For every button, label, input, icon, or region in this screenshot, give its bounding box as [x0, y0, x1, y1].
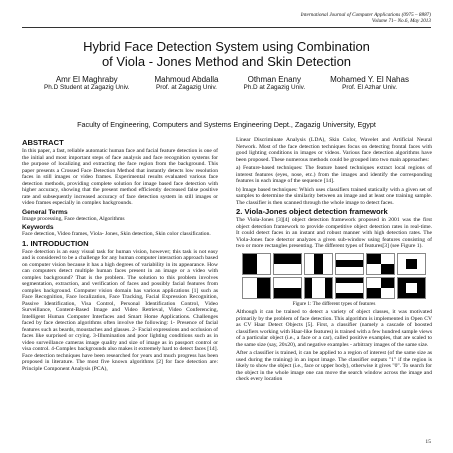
journal-name: International Journal of Computer Applications (0975 – 8887) — [300, 12, 431, 18]
haar-feature-edge-vertical-2 — [242, 277, 271, 299]
haar-feature-diagonal — [366, 253, 395, 275]
paper-title — [40, 39, 413, 69]
section-2-heading: 2. Viola-Jones object detection framework — [236, 207, 388, 216]
general-terms-text: Image processing, Face detection, Algorithms — [22, 215, 125, 222]
author-name: Amr El Maghraby — [55, 75, 118, 84]
author-affiliation: Ph.D at Zagazig Univ. — [243, 84, 306, 91]
haar-feature-diagonal-2 — [366, 277, 395, 299]
author-name: Othman Enany — [247, 75, 301, 84]
haar-feature-line-vertical — [304, 253, 333, 275]
paragraph: a) Feature-based techniques: The feature based techniques extract local regions of interest features (eyes, nose, etc.) from the images and identify the corresponding features in each image of the sequence [14]. — [236, 165, 432, 184]
author-name: Mohamed Y. El Nahas — [330, 75, 409, 84]
header-rule — [22, 27, 431, 28]
section-2-text: The Viola-Jones [3][4] object detection framework proposed in 2001 was the first object detection framework to provide competitive object detection rates in real-time. It could detect faces in an instant and robust manner with high detection rates. The Viola-Jones face detector analyzes a given sub-window using features consisting of two or more rectangles presenting. The different types of features[3] (see Figure 1). — [236, 217, 432, 249]
journal-header — [301, 12, 431, 25]
author-affiliation: Ph.D Student at Zagazig Univ. — [44, 84, 130, 91]
author-list — [44, 75, 409, 92]
general-terms-heading: General Terms — [22, 208, 68, 216]
haar-features-figure — [242, 253, 426, 299]
haar-feature-line-vertical-2 — [304, 277, 333, 299]
abstract-heading: ABSTRACT — [22, 138, 64, 147]
keywords-text: Face detection, Video frames, Viola- Jones, Skin detection, Skin color classification. — [22, 231, 211, 237]
figure-caption: Figure 1: The different types of features — [292, 300, 376, 307]
paragraph: b) Image based techniques: Which uses classifiers trained statically with a given set of samples to determine the similarity between an image and at least one training sample. The classifier is then scanned through the whole image to detect faces. — [236, 186, 432, 206]
introduction-heading: 1. INTRODUCTION — [22, 238, 89, 248]
author-3 — [243, 75, 305, 92]
haar-feature-line-horizontal — [335, 253, 364, 275]
title-line-1: Hybrid Face Detection System using Combination — [83, 39, 370, 54]
author-2 — [154, 75, 218, 92]
paragraph: Linear Discriminate Analysis (LDA), Skin Color, Wavelet and Artificial Neural Network. Most of the face detection techniques focus on detecting frontal faces with good lighting conditions in images or videos. Various face detection algorithms have been proposed. These numerous methods could be grouped into two main approaches: — [236, 137, 432, 163]
title-line-2: of Viola - Jones Method and Skin Detection — [101, 54, 352, 69]
journal-volume: Volume 71– No.6, May 2013 — [371, 18, 431, 25]
author-affiliation: Prof. El Azhar Univ. — [342, 84, 397, 91]
haar-feature-edge-vertical — [242, 253, 271, 275]
author-affiliation: Prof. at Zagazig Univ. — [155, 84, 217, 91]
paragraph: Although it can be trained to detect a variety of object classes, it was motivated primarily by the problem of face detection. This algorithm is implemented in Open CV as CV Haar Detect Objects [5]. First, a classifier (namely a cascade of boosted classifiers working with Haar-like features) is trained with a few hundred sample views of a particular object (i.e., a face or a car), called positive examples, that are scaled to the same size (say, 20x20), and negative examples - arbitrary images of the same size. — [236, 309, 432, 348]
left-column — [22, 137, 218, 374]
page-number: 15 — [425, 439, 431, 445]
author-name: Mahmoud Abdalla — [154, 75, 219, 84]
author-4 — [330, 75, 409, 92]
haar-feature-center — [397, 253, 426, 275]
right-column — [236, 137, 432, 385]
paragraph: After a classifier is trained, it can be applied to a region of interest (of the same size as used during the training) in an input image. The classifier outputs "1" if the region is likely to show the object (i.e., face or upper body), otherwise it gives "0". To search for the object in the whole image one can move the search window across the image and check every location — [236, 350, 432, 382]
haar-feature-line-horizontal-2 — [335, 277, 364, 299]
haar-feature-center-2 — [397, 277, 426, 299]
haar-feature-edge-horizontal-2 — [273, 277, 302, 299]
haar-feature-edge-horizontal — [273, 253, 302, 275]
keywords-heading: Keywords — [22, 224, 54, 231]
abstract-text: In this paper, a fast, reliable automatic human face and facial feature detection is one of the initial and most important steps of face analysis and face recognition systems for the purpose of localizing and extracting the face region from the background. This paper presents a Crossed Face Detection Method that instantly detects low resolution faces in still images or video frames. Experimental results evaluated various face detection methods, providing complete solution for image based face detection with higher accuracy, showing that the present method efficiently decreased false positive rate and subsequently increased accuracy of face detection system in still images or video frames especially in complex backgrounds. — [22, 148, 218, 206]
author-1 — [44, 75, 130, 92]
institution: Faculty of Engineering, Computers and Systems Engineering Dept., Zagazig University, Egypt — [77, 120, 376, 129]
introduction-text: Face detection is an easy visual task for human vision, however; this task is not easy and is considered to be a challenge for any human computer interaction approach based on computer vision because it has a high degrees of variability in its appearance. How can computers detect multiple human faces present in an image or a video with complex background? That is the problem. The solution to this problem involves segmentation, extraction, and verification of faces and possibly facial features from complex background. Computer vision domain has various applications [1] such as Face Recognition, Face localization, Face Tracking, Facial Expression Recognition, Passive Identification, Visa Control, Personal Identification Control, Video Surveillance, Content-Based Image and Video Retrieval, Video Conferencing, Intelligent Human Computer Interfaces and Smart Home Applications. Challenges faced by face detection algorithms often involve the following: 1- Presence of facial features such as beards, moustaches and glasses. 2- Facial expressions and occlusion of faces like surprised or crying. 3-Illumination and poor lighting conditions such as in video surveillance cameras image quality and size of image as in passport control or visa control. 4-Complex backgrounds also makes it extremely hard to detect faces [14]. Face detection techniques have been researched for years and much progress has been proposed in literature. The most five known algorithms [2] for face detection are: Principle Component Analysis (PCA), — [22, 248, 218, 372]
